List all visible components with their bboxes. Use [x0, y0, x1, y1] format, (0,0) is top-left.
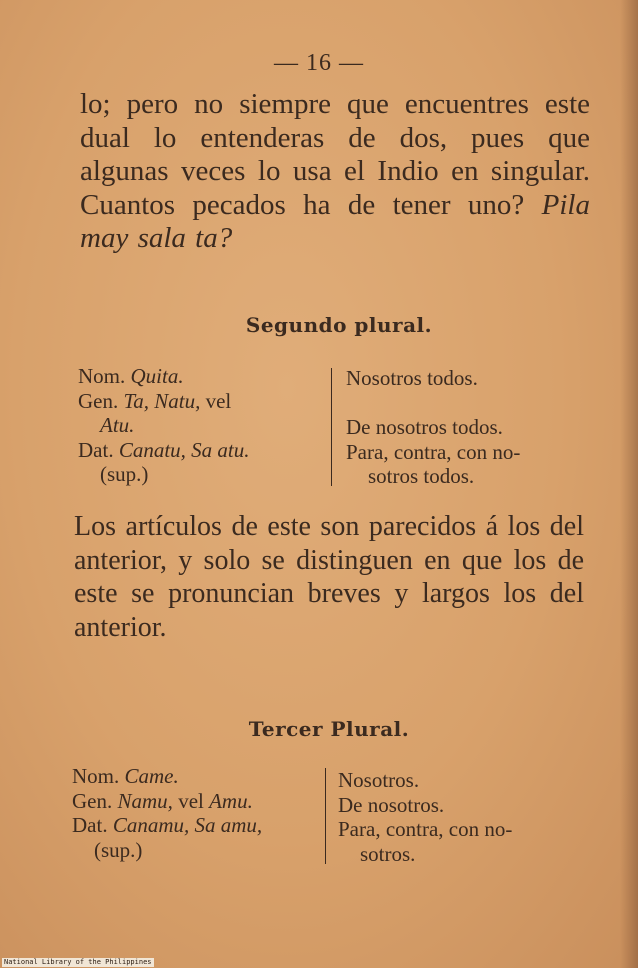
blank-line — [346, 391, 586, 416]
gen-label: Gen. — [78, 388, 124, 413]
column-divider — [331, 368, 332, 486]
nom-row — [72, 764, 322, 789]
dat-label: Dat. — [72, 813, 113, 837]
dat-form: Canatu, Sa atu. — [118, 437, 250, 462]
gen-translation: De nosotros todos. — [346, 415, 503, 439]
dat-row — [78, 438, 328, 463]
gen-row-cont — [78, 413, 328, 438]
dat-label: Dat. — [78, 437, 119, 462]
declension-translations-segundo — [346, 366, 586, 489]
gen-form: Ta, Natu, — [123, 388, 201, 413]
section-heading-segundo-plural: Segundo plural. — [245, 313, 433, 337]
paragraph-italic-phrase: Pila may sala ta? — [80, 188, 590, 254]
library-footer: National Library of the Philippines — [4, 958, 152, 966]
gen-vel: vel — [200, 388, 232, 413]
nom-row — [78, 364, 328, 389]
dat-translation-cont: sotros. — [360, 841, 416, 866]
dat-translation: Para, contra, con no- — [346, 439, 521, 464]
page-number: — 16 — — [274, 50, 364, 76]
nom-translation: Nosotros. — [338, 768, 420, 792]
gen-form-alt: Amu. — [209, 788, 253, 813]
paragraph-articles: Los artículos de este son parecidos á los del anterior, y solo se distinguen en que los de este se pronuncian breves y largos los del anterior. — [74, 511, 584, 643]
declension-translations-tercer — [338, 768, 588, 866]
page-edge-shadow — [620, 0, 638, 968]
paragraph-dual-explanation — [80, 88, 590, 256]
gen-row — [78, 389, 328, 414]
nom-translation: Nosotros todos. — [346, 366, 478, 390]
gen-label: Gen. — [72, 788, 118, 813]
declension-forms-segundo — [78, 364, 328, 487]
nom-form: Came. — [124, 764, 179, 788]
dat-form: Canamu, Sa amu, — [112, 813, 263, 837]
gen-form-alt: Atu. — [100, 413, 135, 437]
dat-row — [72, 813, 322, 838]
section-heading-tercer-plural: Tercer Plural. — [248, 717, 410, 741]
gen-vel: vel — [172, 788, 210, 813]
gen-form: Namu, — [117, 788, 173, 813]
sup-row: (sup.) — [100, 462, 149, 486]
declension-forms-tercer — [72, 764, 322, 862]
paragraph-text: lo; pero no siempre que encuentres este dual lo entenderas de dos, pues que algunas veces lo usa el Indio en singular. Cuantos pecados ha de tener uno? — [80, 88, 590, 221]
gen-translation: De nosotros. — [338, 792, 445, 817]
nom-label: Nom. — [78, 364, 131, 388]
nom-label: Nom. — [72, 764, 125, 788]
sup-row: (sup.) — [94, 837, 143, 862]
column-divider — [325, 768, 326, 864]
dat-translation-cont: sotros todos. — [368, 464, 475, 488]
gen-row — [72, 789, 322, 814]
dat-translation: Para, contra, con no- — [338, 817, 513, 841]
nom-form: Quita. — [130, 364, 184, 388]
